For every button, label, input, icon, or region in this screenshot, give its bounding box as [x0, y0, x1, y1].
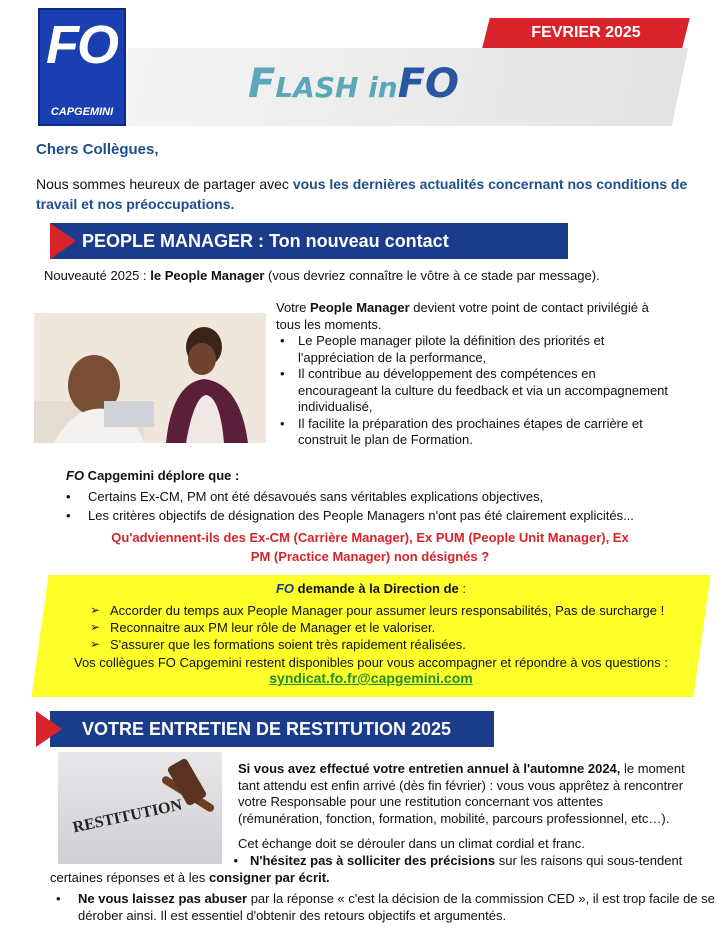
demande-title-text: demande à la Direction de — [294, 581, 459, 596]
demande-heading — [40, 581, 702, 596]
nouveaute-prefix: Nouveauté 2025 : — [44, 268, 151, 283]
contact-email-link[interactable]: syndicat.fo.fr@capgemini.com — [269, 670, 473, 686]
pm-bullet: • Le People manager pilote la définition des priorités et l'appréciation de la performance, — [280, 333, 605, 365]
restitution-label: RESTITUTION — [71, 796, 184, 837]
demande-list — [90, 602, 690, 653]
deplore-title-text: Capgemini déplore que : — [84, 468, 240, 483]
laissez-bullet: • Ne vous laissez pas abuser par la réponse « c'est la décision de la commission CED », il est trop facile de se dérober ainsi. Il est essentiel d'obtenir des retours objectifs et argumentés. — [56, 891, 715, 923]
availability-text: Vos collègues FO Capgemini restent disponibles pour vous accompagner et répondre à vos questions : — [73, 655, 668, 670]
fo-capgemini-logo — [38, 8, 126, 126]
question-red: Qu'adviennent-ils des Ex-CM (Carrière Manager), Ex PUM (People Unit Manager), Ex PM (Practice Manager) non désignés ? — [111, 530, 629, 564]
intro-paragraph — [36, 174, 696, 214]
pm-bullet: • Il facilite la préparation des prochaines étapes de carrière et construit le plan de Formation. — [280, 415, 643, 447]
deplore-heading — [66, 468, 239, 483]
greeting: Chers Collègues, — [36, 141, 159, 158]
title-in: in — [368, 71, 398, 104]
list-item: • Certains Ex-CM, PM ont été désavoués sans véritables explications objectives, — [66, 487, 686, 506]
title-fo: FO — [397, 61, 460, 107]
restitution-rest: le moment tant attendu est enfin arrivé (dès fin février) : vous vous apprêtez à rencontrer votre Responsable pour une restitution concernant vos attentes (rémunération, fonction, formation, mobilité, parcours professionnel, etc…). — [238, 761, 685, 826]
people-manager-description — [276, 300, 676, 449]
logo-sub-text: CAPGEMINI — [50, 106, 114, 118]
nouveaute-line — [44, 268, 600, 283]
restitution-bold: Si vous avez effectué votre entretien annuel à l'automne 2024, — [238, 761, 621, 776]
deplore-fo: FO — [66, 468, 85, 483]
newsletter-title — [248, 54, 568, 114]
hesitez-bullet: • N'hésitez pas à solliciter des précisions sur les raisons qui sous-tendent certaines réponses et à les consigner par écrit. — [50, 853, 683, 885]
restitution-paragraph — [238, 761, 686, 827]
echange-text: Cet échange doit se dérouler dans un climat cordial et franc. — [238, 836, 585, 851]
people-manager-photo — [34, 313, 266, 443]
demande-colon: : — [458, 581, 466, 596]
list-item: ➢ S'assurer que les formations soient très rapidement réalisées. — [90, 636, 690, 653]
nouveaute-suffix: (vous devriez connaître le vôtre à ce stade par message). — [264, 268, 600, 283]
section-arrow-icon — [36, 711, 62, 747]
list-item: ➢ Reconnaitre aux PM leur rôle de Manager et le valoriser. — [90, 619, 690, 636]
intro-highlight: vous les dernières actualités concernant nos conditions de travail et nos préoccupations. — [36, 176, 688, 212]
pm-intro: Votre People Manager devient votre point de contact privilégié à tous les moments. — [276, 300, 649, 332]
logo-main-text: FO — [46, 15, 117, 75]
demande-fo: FO — [275, 581, 295, 596]
restitution-photo — [58, 752, 222, 864]
section-title-people-manager: PEOPLE MANAGER : Ton nouveau contact — [50, 223, 568, 259]
pm-bullet: • Il contribue au développement des compétences en encourageant la culture du feedback et via un accompagnement individualisé, — [280, 366, 669, 414]
issue-date: FEVRIER 2025 — [531, 24, 641, 41]
title-lash: LASH — [275, 71, 369, 104]
section-title-restitution: VOTRE ENTRETIEN DE RESTITUTION 2025 — [50, 711, 494, 747]
intro-start: Nous sommes heureux de partager avec — [36, 176, 293, 192]
title-f: F — [248, 61, 276, 107]
list-item: • Les critères objectifs de désignation des People Managers n'ont pas été clairement explicités... — [66, 506, 686, 525]
deplore-list — [66, 487, 686, 525]
list-item: ➢ Accorder du temps aux People Manager pour assumer leurs responsabilités, Pas de surcharge ! — [90, 602, 690, 619]
nouveaute-bold: le People Manager — [150, 268, 265, 283]
section-arrow-icon — [50, 223, 76, 259]
